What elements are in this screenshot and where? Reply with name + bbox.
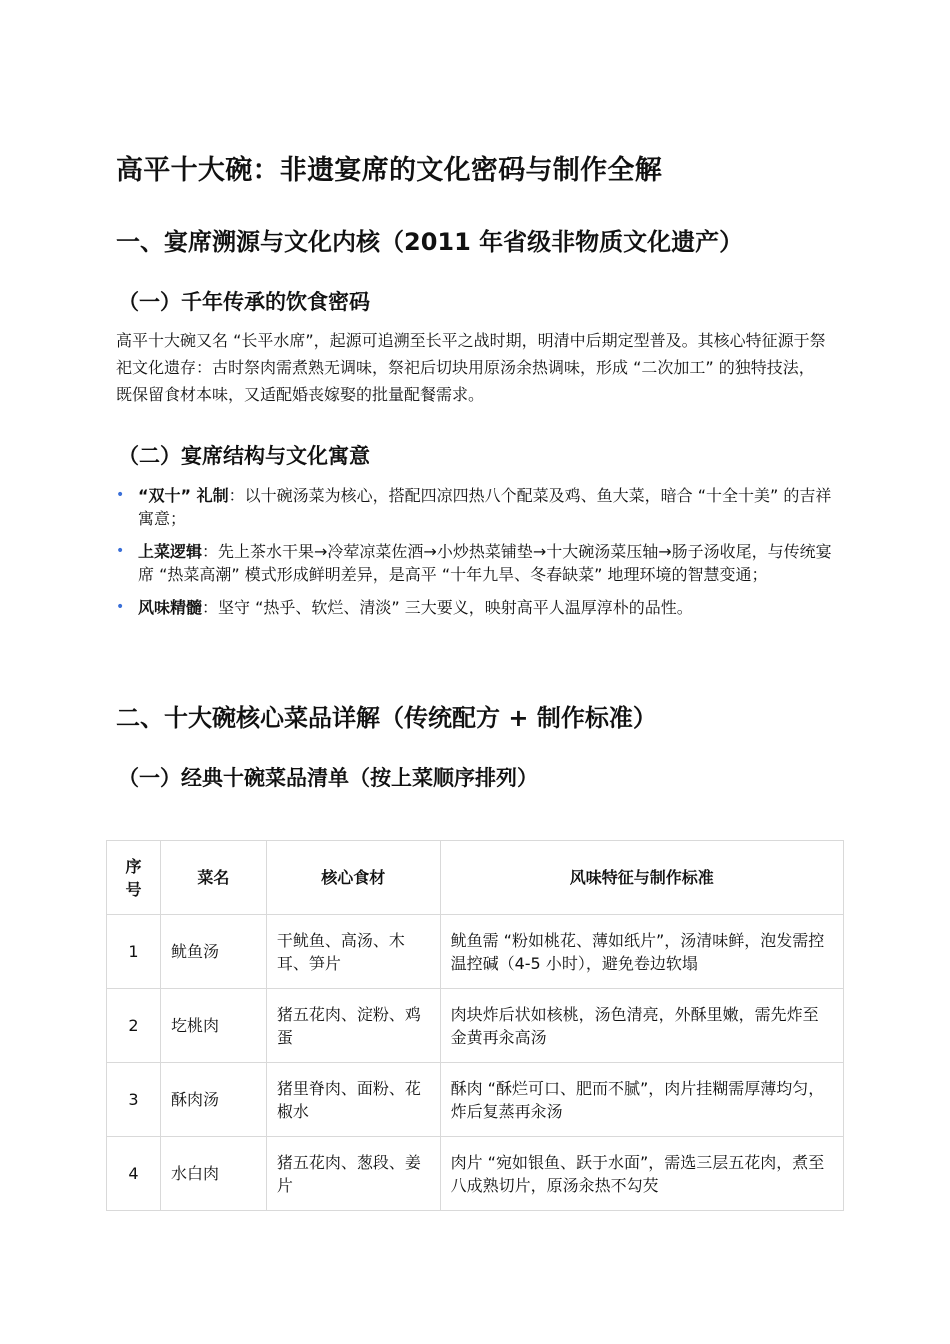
cell-description: 肉片 “宛如银鱼、跃于水面”，需选三层五花肉，煮至八成熟切片，原汤汆热不勾芡 <box>440 1137 843 1211</box>
cell-dish-name: 鱿鱼汤 <box>160 915 266 989</box>
list-item-text: ：以十碗汤菜为核心，搭配四凉四热八个配菜及鸡、鱼大菜，暗合 “十全十美” 的吉祥寓意； <box>138 486 832 528</box>
cell-description: 肉块炸后状如核桃，汤色清亮，外酥里嫩，需先炸至金黄再汆高汤 <box>440 989 843 1063</box>
list-item <box>116 540 836 586</box>
list-item-text: ：坚守 “热乎、软烂、清淡” 三大要义，映射高平人温厚淳朴的品性。 <box>202 598 693 617</box>
section-1-sub-1-paragraph: 高平十大碗又名 “长平水席”，起源可追溯至长平之战时期，明清中后期定型普及。其核心特征源于祭祀文化遗存：古时祭肉需煮熟无调味，祭祀后切块用原汤余热调味，形成 “二次加工” 的独特技法，既保留食材本味，又适配婚丧嫁娶的批量配餐需求。 <box>116 331 826 404</box>
cell-number: 3 <box>107 1063 161 1137</box>
document-title: 高平十大碗：非遗宴席的文化密码与制作全解 <box>116 155 662 186</box>
cell-dish-name: 水白肉 <box>160 1137 266 1211</box>
list-item-label: 风味精髓 <box>138 598 203 617</box>
list-item <box>116 484 836 530</box>
cell-description: 鱿鱼需 “粉如桃花、薄如纸片”，汤清味鲜，泡发需控温控碱（4-5 小时），避免卷边软塌 <box>440 915 843 989</box>
section-2-heading: 二、十大碗核心菜品详解（传统配方 + 制作标准） <box>116 704 657 732</box>
column-header-number: 序号 <box>107 841 161 915</box>
section-1-sub-1-heading: （一）千年传承的饮食密码 <box>118 290 370 314</box>
cell-number: 1 <box>107 915 161 989</box>
table-row <box>107 1137 844 1211</box>
list-item-label: 上菜逻辑 <box>138 542 203 561</box>
table-row <box>107 1063 844 1137</box>
cell-ingredients: 猪五花肉、葱段、姜片 <box>266 1137 440 1211</box>
list-item-label: “双十” 礼制 <box>138 486 229 505</box>
cell-description: 酥肉 “酥烂可口、肥而不腻”，肉片挂糊需厚薄均匀，炸后复蒸再汆汤 <box>440 1063 843 1137</box>
section-2-sub-1-heading: （一）经典十碗菜品清单（按上菜顺序排列） <box>118 766 538 790</box>
table-row <box>107 915 844 989</box>
table-row <box>107 989 844 1063</box>
cell-ingredients: 干鱿鱼、高汤、木耳、笋片 <box>266 915 440 989</box>
cell-number: 4 <box>107 1137 161 1211</box>
cell-ingredients: 猪里脊肉、面粉、花椒水 <box>266 1063 440 1137</box>
column-header-name: 菜名 <box>160 841 266 915</box>
section-1-heading: 一、宴席溯源与文化内核（2011 年省级非物质文化遗产） <box>116 228 744 256</box>
cell-ingredients: 猪五花肉、淀粉、鸡蛋 <box>266 989 440 1063</box>
cell-dish-name: 圪桃肉 <box>160 989 266 1063</box>
list-item <box>116 596 836 619</box>
column-header-description: 风味特征与制作标准 <box>440 841 843 915</box>
dish-table <box>106 840 844 1211</box>
list-item-text: ：先上茶水干果→冷荤凉菜佐酒→小炒热菜铺垫→十大碗汤菜压轴→肠子汤收尾，与传统宴席 “热菜高潮” 模式形成鲜明差异，是高平 “十年九旱、冬春缺菜” 地理环境的智慧变通； <box>138 542 832 584</box>
column-header-ingredients: 核心食材 <box>266 841 440 915</box>
table-header-row <box>107 841 844 915</box>
cell-number: 2 <box>107 989 161 1063</box>
culture-bullet-list <box>116 484 836 629</box>
cell-dish-name: 酥肉汤 <box>160 1063 266 1137</box>
section-1-sub-2-heading: （二）宴席结构与文化寓意 <box>118 444 370 468</box>
